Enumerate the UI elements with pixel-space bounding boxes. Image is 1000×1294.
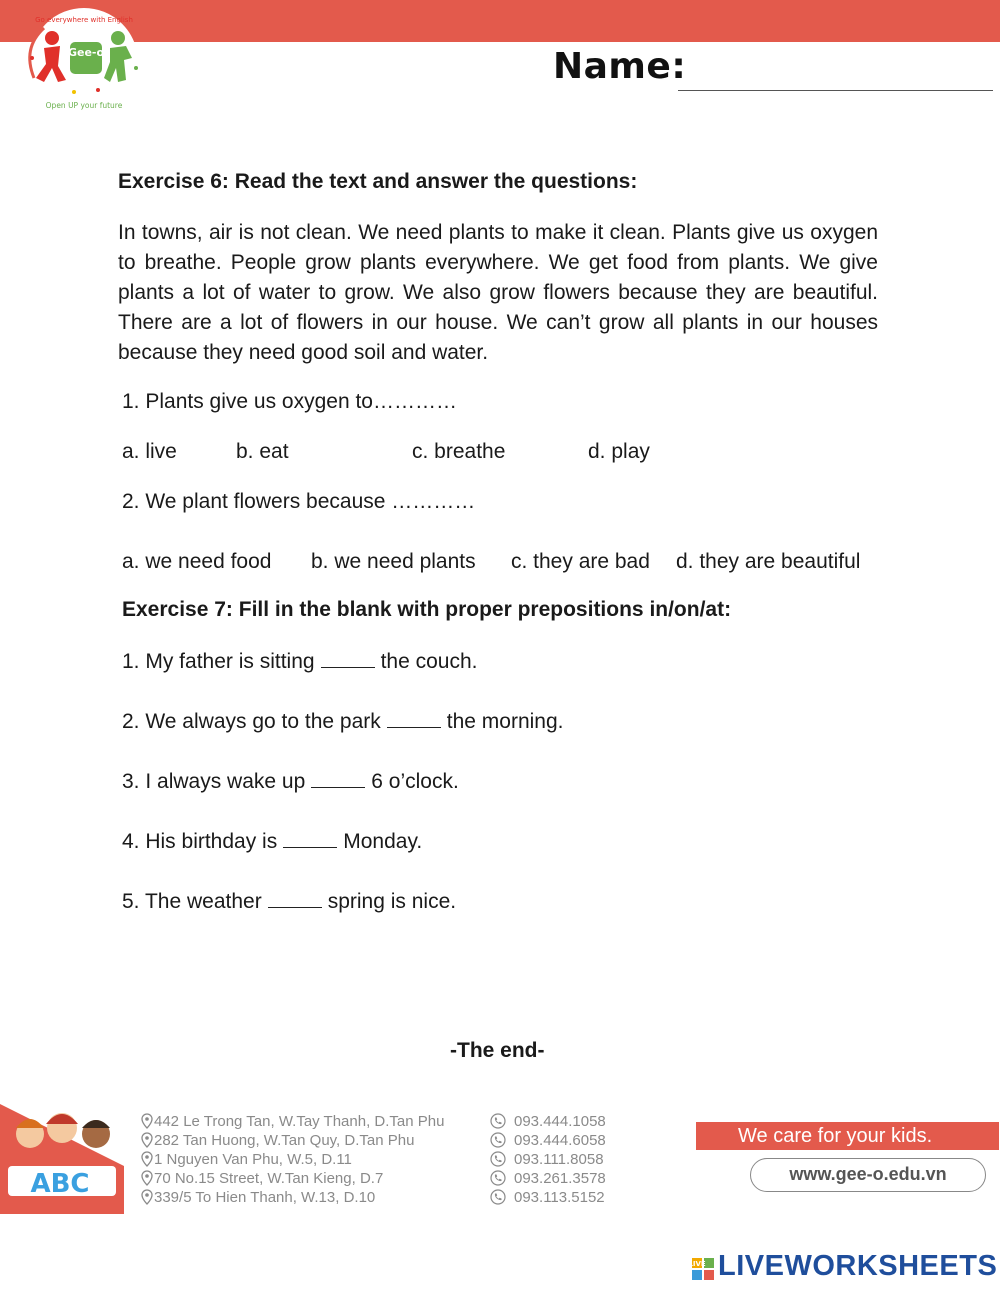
fill-item-text: 6 o’clock. <box>371 770 459 793</box>
blank-input[interactable] <box>321 649 375 668</box>
blank-input[interactable] <box>311 769 365 788</box>
fill-item-4 <box>122 829 422 854</box>
exercise7-title: Exercise 7: Fill in the blank with proper prepositions in/on/at: <box>122 598 732 621</box>
phone-text: 093.113.5152 <box>514 1189 605 1206</box>
liveworksheets-brand[interactable]: LIVEWORKSHEETS <box>718 1250 998 1282</box>
address-2 <box>142 1132 414 1149</box>
red-child-icon <box>45 31 59 45</box>
liveworksheets-icon <box>688 1252 716 1286</box>
location-pin-icon <box>142 1114 152 1128</box>
phone-text: 093.261.3578 <box>514 1170 606 1187</box>
phone-icon <box>490 1132 506 1148</box>
phone-text: 093.444.1058 <box>514 1113 606 1130</box>
green-child-icon <box>111 31 125 45</box>
watermark-icon-letters: LIVE <box>688 1260 706 1268</box>
phone-5 <box>490 1189 605 1206</box>
location-pin-icon <box>142 1152 152 1166</box>
logo-tagline-top: Go everywhere with English <box>35 16 133 24</box>
phone-icon <box>490 1113 506 1129</box>
address-text: 442 Le Trong Tan, W.Tay Thanh, D.Tan Phu <box>154 1113 445 1130</box>
blank-input[interactable] <box>283 829 337 848</box>
address-1 <box>142 1113 444 1130</box>
fill-item-text: 2. We always go to the park <box>122 710 381 733</box>
location-pin-icon <box>142 1190 152 1204</box>
fill-item-text: the couch. <box>380 650 478 673</box>
question-2: 2. We plant flowers because ………… <box>122 490 476 513</box>
q2-option-a[interactable]: a. we need food <box>122 550 272 573</box>
name-label: Name: <box>553 46 687 87</box>
end-text: -The end- <box>450 1039 545 1062</box>
slogan-banner: We care for your kids. <box>696 1122 999 1150</box>
address-text: 339/5 To Hien Thanh, W.13, D.10 <box>154 1189 376 1206</box>
blank-input[interactable] <box>387 709 441 728</box>
question-1: 1. Plants give us oxygen to………… <box>122 390 457 413</box>
fill-item-text: 5. The weather <box>122 890 262 913</box>
phone-3 <box>490 1151 604 1168</box>
fill-item-text: 4. His birthday is <box>122 830 278 853</box>
exercise6-passage: In towns, air is not clean. We need plants to make it clean. Plants give us oxygen to breathe. People grow plants everywhere. We get food from plants. We give plants a lot of water to grow. We also grow flowers because they are beautiful. There are a lot of flowers in our house. We can’t grow all plants in our houses because they need good soil and water. <box>118 221 878 364</box>
address-text: 70 No.15 Street, W.Tan Kieng, D.7 <box>154 1170 384 1187</box>
phone-1 <box>490 1113 606 1130</box>
address-text: 1 Nguyen Van Phu, W.5, D.11 <box>154 1151 352 1168</box>
fill-item-1 <box>122 649 477 674</box>
exercise6-title: Exercise 6: Read the text and answer the questions: <box>118 170 638 193</box>
kids-letters: ABC <box>30 1169 90 1199</box>
address-3 <box>142 1151 352 1168</box>
address-5 <box>142 1189 375 1206</box>
q1-option-b[interactable]: b. eat <box>236 440 289 463</box>
phone-text: 093.444.6058 <box>514 1132 606 1149</box>
gee-o-logo <box>14 8 154 116</box>
phone-icon <box>490 1189 506 1205</box>
location-pin-icon <box>142 1171 152 1185</box>
q2-option-d[interactable]: d. they are beautiful <box>676 550 861 573</box>
fill-item-text: spring is nice. <box>327 890 457 913</box>
logo-brand: Gee-o <box>67 46 105 59</box>
phone-4 <box>490 1170 606 1187</box>
kids-abc-illustration <box>0 1096 124 1214</box>
q1-option-d[interactable]: d. play <box>588 440 650 463</box>
phone-2 <box>490 1132 606 1149</box>
name-input-line[interactable] <box>678 90 993 91</box>
q2-option-b[interactable]: b. we need plants <box>311 550 476 573</box>
fill-item-2 <box>122 709 563 734</box>
location-pin-icon <box>142 1133 152 1147</box>
fill-item-text: 1. My father is sitting <box>122 650 315 673</box>
phone-text: 093.111.8058 <box>514 1151 604 1168</box>
q2-option-c[interactable]: c. they are bad <box>511 550 650 573</box>
address-text: 282 Tan Huong, W.Tan Quy, D.Tan Phu <box>154 1132 415 1149</box>
phone-icon <box>490 1151 506 1167</box>
q1-option-c[interactable]: c. breathe <box>412 440 506 463</box>
website-link[interactable]: www.gee-o.edu.vn <box>750 1158 986 1192</box>
q1-option-a[interactable]: a. live <box>122 440 177 463</box>
phone-icon <box>490 1170 506 1186</box>
fill-item-text: Monday. <box>343 830 423 853</box>
blank-input[interactable] <box>268 889 322 908</box>
fill-item-text: 3. I always wake up <box>122 770 306 793</box>
fill-item-text: the morning. <box>446 710 564 733</box>
fill-item-3 <box>122 769 459 794</box>
address-4 <box>142 1170 383 1187</box>
logo-tagline-bottom: Open UP your future <box>45 101 123 110</box>
fill-item-5 <box>122 889 456 914</box>
